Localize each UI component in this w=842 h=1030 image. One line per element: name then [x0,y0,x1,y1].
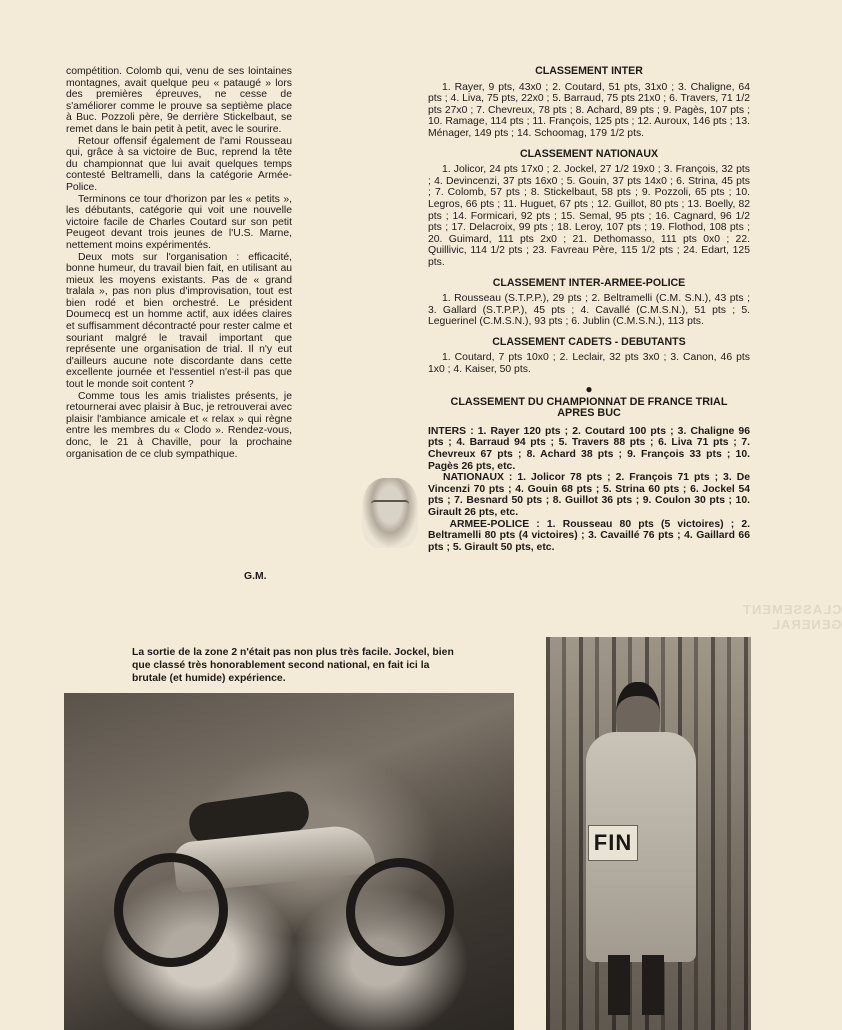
standings-nationaux-text: 1. Jolicor 78 pts ; 2. François 71 pts ; 3. De Vincenzi 70 pts ; 4. Gouin 68 pts ; 5. Strina 60 pts ; 6. Jockel 54 pts ; 7. Besnard 50 pts ; 8. Guillot 36 pts ; 9. Coulon 30 pts ; 10. Girault 26 pts, etc. [428,472,750,518]
section-title: CLASSEMENT CADETS - DEBUTANTS [492,335,686,348]
standings-armee-label: ARMEE-POLICE : [449,518,540,530]
standings-nationaux [428,472,750,518]
glasses-shape [371,500,409,510]
bleed-through-text: CLASSEMENT GENERAL [742,602,842,632]
article-paragraph-3: Terminons ce tour d'horizon par les « petits », les débutants, catégorie qui voit une nouvelle victoire facile de Charles Coutard sur son petit Peugeot devant trois jeunes de l'U.S. Marne, nettement moins expérimentés. [66,193,292,251]
section-body: 1. Coutard, 7 pts 10x0 ; 2. Leclair, 32 pts 3x0 ; 3. Canon, 46 pts 1x0 ; 4. Kaiser, 50 pts. [428,352,750,376]
article-paragraph-4: Deux mots sur l'organisation : efficacité, bonne humeur, du travail bien fait, en utilisant au mieux les moyens existants. Pas de « grand tralala », pas non plus d'improvisation, tout est bien rodé et bien orchestré. Le président Doumecq est un homme actif, aux idées claires et suffisamment décontracté pour rester calme et souriant malgré le travail important que représente une organisation de trial. Il n'y eut d'ailleurs aucune note discordante dans cette excellente journée et l'essentiel n'est-il pas que tout le monde soit content ? [66,251,292,391]
section-body: 1. Rousseau (S.T.P.P.), 29 pts ; 2. Beltramelli (C.M. S.N.), 43 pts ; 3. Gallard (S.T.P.P.), 45 pts ; 4. Cavallé (C.M.S.N.), 51 pts ; 5. Leguerinel (C.M.S.N.), 93 pts ; 6. Jublin (C.M.S.N.), 113 pts. [428,293,750,328]
results-column [428,66,750,553]
section-title: CLASSEMENT INTER [535,65,643,77]
section-title: CLASSEMENT INTER-ARMEE-POLICE [492,276,686,289]
championship-title: CLASSEMENT DU CHAMPIONNAT DE FRANCE TRIAL [450,395,728,408]
article-left-column [66,66,292,460]
rear-wheel-shape [114,853,228,967]
fin-sign: FIN [588,825,638,861]
standings-armee-police [428,519,750,554]
photo-caption: La sortie de la zone 2 n'était pas non plus très facile. Jockel, bien que classé très honorablement second national, en fait ici la brutale (et humide) expérience. [132,647,454,684]
section-body: 1. Rayer, 9 pts, 43x0 ; 2. Coutard, 51 pts, 31x0 ; 3. Chaligne, 64 pts ; 4. Liva, 75 pts, 22x0 ; 5. Barraud, 75 pts 21x0 ; 6. Travers, 71 1/2 pts 27x0 ; 7. Chevreux, 78 pts ; 8. Achard, 89 pts ; 9. Pagès, 107 pts ; 10. Ramage, 114 pts ; 11. François, 125 pts ; 12. Auroux, 146 pts ; 13. Ménager, 149 pts ; 14. Schoomag, 179 1/2 pts. [428,81,750,139]
championship-subtitle: APRES BUC [557,407,621,420]
section-cadets-debutants [428,337,750,376]
author-portrait-photo [362,478,418,548]
front-wheel-shape [346,858,454,966]
standings-armee-text: 1. Rousseau 80 pts (5 victoires) ; 2. Beltramelli 80 pts (4 victoires) ; 3. Cavaillé 76 pts ; 4. Gaillard 66 pts ; 5. Girault 50 pts, etc. [428,518,750,553]
standings-inters [428,426,750,472]
section-nationaux [428,149,750,269]
article-paragraph-5: Comme tous les amis trialistes présents, je retournerai avec plaisir à Buc, je retrouverai avec plaisir l'ambiance amicale et « relax » qui règne entre les membres du « Clodo ». Rendez-vous, donc, le 21 à Chaville, pour la prochaine organisation de ce club sympathique. [66,390,292,460]
standings-nationaux-label: NATIONAUX : [442,472,513,484]
section-body: 1. Jolicor, 24 pts 17x0 ; 2. Jockel, 27 1/2 19x0 ; 3. François, 32 pts ; 4. Devincenzi, 37 pts 16x0 ; 5. Gouin, 37 pts 14x0 ; 6. Strina, 45 pts ; 7. Colomb, 57 pts ; 8. Stickelbaut, 58 pts ; 9. Pozzoli, 65 pts ; 10. Legros, 66 pts ; 11. Huguet, 67 pts ; 12. Guillot, 80 pts ; 13. Boelly, 82 pts ; 14. Formicari, 92 pts ; 15. Semal, 95 pts ; 16. Cagnard, 96 1/2 pts ; 17. Delacroix, 99 pts ; 18. Leroy, 107 pts ; 19. Flothod, 108 pts ; 20. Guimard, 111 pts 2x0 ; 21. Dethomasso, 111 pts 0x0 ; 22. Quillivic, 114 1/2 pts ; 23. Favreau Père, 115 1/2 pts ; 24. Edart, 125 pts. [428,164,750,268]
official-with-fin-sign-photo [546,637,751,1030]
article-paragraph-2: Retour offensif également de l'ami Rousseau qui, grâce à sa victoire de Buc, reprend la tête du championnat que lui avait quelques temps contesté Beltramelli, dans la catégorie Armée-Police. [66,135,292,193]
section-title: CLASSEMENT NATIONAUX [519,147,659,160]
person-legs-shape [608,955,668,1015]
championship-standings [428,397,750,554]
article-paragraph-1: compétition. Colomb qui, venu de ses lointaines montagnes, avait quelque peu « pataugé » lors des premières épreuves, ne cesse de s'améliorer comme le prouve sa septième place à Buc. Pozzoli père, 9e derrière Stickelbaut, se remet dans le bain petit à petit, avec le sourire. [66,66,292,135]
standings-inters-label: INTERS : [428,425,474,437]
section-inter [428,66,750,140]
trial-rider-photo [64,693,514,1030]
section-inter-armee-police [428,278,750,328]
standings-inters-text: 1. Rayer 120 pts ; 2. Coutard 100 pts ; 3. Chaligne 96 pts ; 4. Barraud 94 pts ; 5. Travers 88 pts ; 6. Liva 71 pts ; 7. Chevreux 67 pts ; 8. Achard 38 pts ; 9. François 33 pts ; 10. Pagès 26 pts, etc. [428,425,750,472]
section-bullet: ● [585,381,593,396]
author-signature: G.M. [244,571,267,582]
